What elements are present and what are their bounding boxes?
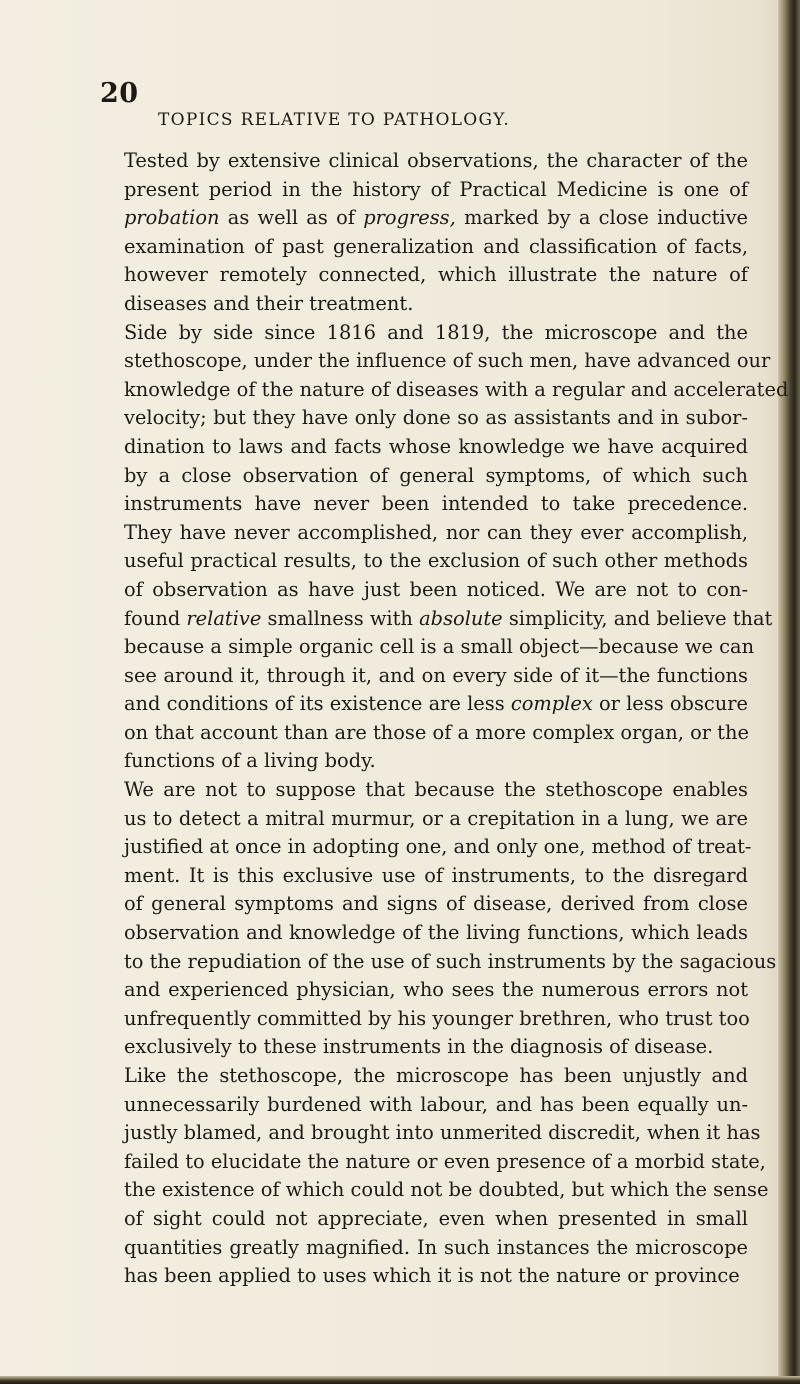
page-number: 20 — [100, 78, 139, 109]
text-line: and experienced physician, who sees the numerous errors not — [124, 978, 748, 1002]
text-line: the existence of which could not be doubted, but which the sense — [124, 1178, 769, 1202]
text-line: us to detect a mitral murmur, or a crepitation in a lung, we are — [124, 806, 748, 830]
text-line: They have never accomplished, nor can they ever accomplish, — [124, 520, 748, 544]
text-line: justified at once in adopting one, and only one, method of treat- — [124, 835, 752, 859]
text-line: of general symptoms and signs of disease, derived from close — [124, 892, 748, 916]
page-bottom-edge — [0, 1376, 800, 1384]
text-line: by a close observation of general symptoms, of which such — [124, 463, 748, 487]
text-line: examination of past generalization and classification of facts, — [124, 234, 748, 258]
page-edge-shadow — [778, 0, 800, 1384]
text-line: however remotely connected, which illustrate the nature of — [124, 263, 748, 287]
text-line: Like the stethoscope, the microscope has been unjustly and — [124, 1064, 748, 1087]
italic-emphasis: probation — [124, 206, 220, 230]
text-line: failed to elucidate the nature or even presence of a morbid state, — [124, 1149, 766, 1173]
paragraph — [100, 147, 748, 319]
text-line: quantities greatly magnified. In such instances the microscope — [124, 1235, 748, 1259]
text-line: instruments have never been intended to take precedence. — [124, 492, 748, 516]
text-line: unfrequently committed by his younger brethren, who trust too — [124, 1006, 750, 1030]
text-line: knowledge of the nature of diseases with a regular and accelerated — [124, 377, 789, 401]
italic-emphasis: relative — [186, 606, 262, 630]
italic-emphasis: complex — [510, 692, 593, 716]
text-line: Side by side since 1816 and 1819, the microscope and the — [124, 320, 748, 344]
text-line: useful practical results, to the exclusion of such other methods — [124, 549, 748, 573]
text-line: of observation as have just been noticed. We are not to con- — [124, 577, 748, 601]
italic-emphasis: progress, — [363, 206, 456, 230]
text-line: on that account than are those of a more complex organ, or the — [124, 720, 749, 744]
italic-emphasis: absolute — [419, 606, 503, 630]
text-line: see around it, through it, and on every side of it—the functions — [124, 663, 748, 687]
text-line: probation as well as of progress, marked by a close inductive — [124, 206, 748, 230]
text-line: functions of a living body. — [124, 749, 376, 773]
text-line: observation and knowledge of the living functions, which leads — [124, 921, 748, 945]
text-line: ment. It is this exclusive use of instruments, to the disregard — [124, 863, 748, 887]
text-line: dination to laws and facts whose knowledge we have acquired — [124, 434, 748, 458]
body-text — [100, 147, 789, 1291]
text-line: present period in the history of Practical Medicine is one of — [124, 177, 748, 201]
paragraph — [100, 776, 777, 1062]
text-line: unnecessarily burdened with labour, and has been equally un- — [124, 1092, 748, 1116]
text-line: stethoscope, under the influence of such men, have advanced our — [124, 349, 771, 373]
text-line: Tested by extensive clinical observations, the character of the — [124, 149, 748, 172]
text-line: justly blamed, and brought into unmerited discredit, when it has — [124, 1121, 761, 1145]
text-line: velocity; but they have only done so as assistants and in subor- — [124, 406, 748, 430]
text-line: of sight could not appreciate, even when presented in small — [124, 1206, 748, 1230]
text-line: diseases and their treatment. — [124, 291, 414, 315]
text-line: because a simple organic cell is a small object—because we can — [124, 635, 755, 659]
text-line: found relative smallness with absolute simplicity, and believe that — [124, 606, 773, 630]
text-line: to the repudiation of the use of such instruments by the sagacious — [124, 949, 777, 973]
running-title: TOPICS RELATIVE TO PATHOLOGY. — [158, 110, 511, 130]
text-line: exclusively to these instruments in the diagnosis of disease. — [124, 1035, 714, 1059]
paragraph — [100, 319, 789, 777]
text-line: and conditions of its existence are less complex or less obscure — [124, 692, 749, 716]
text-line: has been applied to uses which it is not the nature or province — [124, 1264, 740, 1288]
text-line: We are not to suppose that because the stethoscope enables — [124, 778, 748, 802]
paragraph — [100, 1062, 769, 1291]
